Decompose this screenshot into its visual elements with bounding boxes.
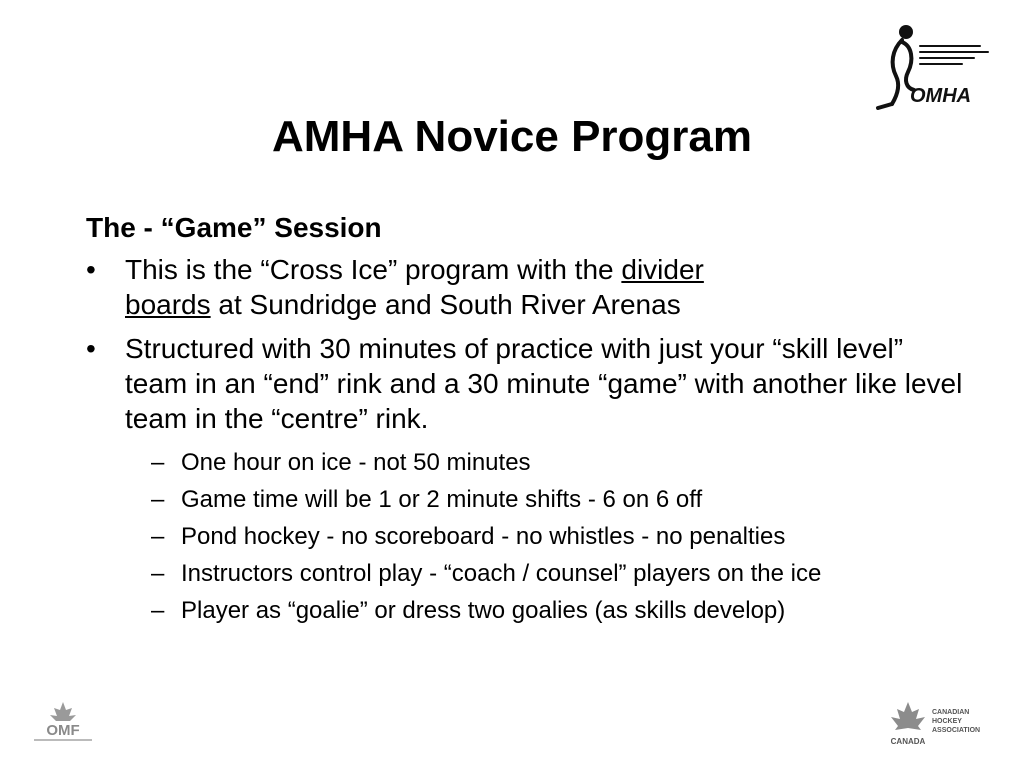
sub-bullet-text: Pond hockey - no scoreboard - no whistles - no penalties <box>181 523 786 550</box>
omf-logo-text: OMF <box>46 722 80 739</box>
sub-bullet-item <box>135 555 966 592</box>
bullet-glyph: • <box>86 333 96 364</box>
maple-leaf-icon <box>891 702 925 730</box>
sub-bullet-item <box>135 481 966 518</box>
sub-bullet-text: Player as “goalie” or dress two goalies (as skills develop) <box>181 597 786 624</box>
bullet-list <box>86 252 966 629</box>
dash-glyph: – <box>151 523 165 550</box>
slide-title: AMHA Novice Program <box>271 112 753 161</box>
omf-logo <box>28 700 98 746</box>
divider-link-text: divider <box>621 254 704 285</box>
omha-logo <box>862 20 992 116</box>
dash-glyph: – <box>151 449 165 476</box>
bullet-glyph: • <box>86 254 96 285</box>
dash-glyph: – <box>151 486 165 513</box>
slide-body <box>86 208 966 629</box>
boards-link-text: boards <box>125 289 211 320</box>
sub-bullet-text: Instructors control play - “coach / counsel” players on the ice <box>181 560 822 587</box>
dash-glyph: – <box>151 560 165 587</box>
bullet-item <box>86 252 966 322</box>
sub-bullet-item <box>135 592 966 629</box>
bullet-text-pre: This is the “Cross Ice” program with the <box>125 254 622 285</box>
bullet-text: Structured with 30 minutes of practice with just your “skill level” team in an “end” rink and a 30 minute “game” with another like level team in the “centre” rink. <box>125 333 963 434</box>
hc-line-3: ASSOCIATION <box>932 727 981 734</box>
bullet-text-post: at Sundridge and South River Arenas <box>210 289 681 320</box>
bullet-item <box>86 331 966 629</box>
sub-bullet-text: Game time will be 1 or 2 minute shifts - 6 on 6 off <box>181 486 703 513</box>
dash-glyph: – <box>151 597 165 624</box>
sub-bullet-item <box>135 444 966 481</box>
maple-leaf-icon <box>50 702 76 721</box>
sub-bullet-item <box>135 518 966 555</box>
hc-canada: CANADA <box>890 737 926 746</box>
hockey-canada-logo <box>888 700 1000 748</box>
hc-line-1: CANADIAN <box>932 709 970 716</box>
sub-bullet-list <box>125 444 966 629</box>
omha-logo-text: OMHA <box>910 85 972 107</box>
hc-line-2: HOCKEY <box>932 718 962 725</box>
section-heading: The - “Game” Session <box>86 212 382 243</box>
sub-bullet-text: One hour on ice - not 50 minutes <box>181 449 531 476</box>
